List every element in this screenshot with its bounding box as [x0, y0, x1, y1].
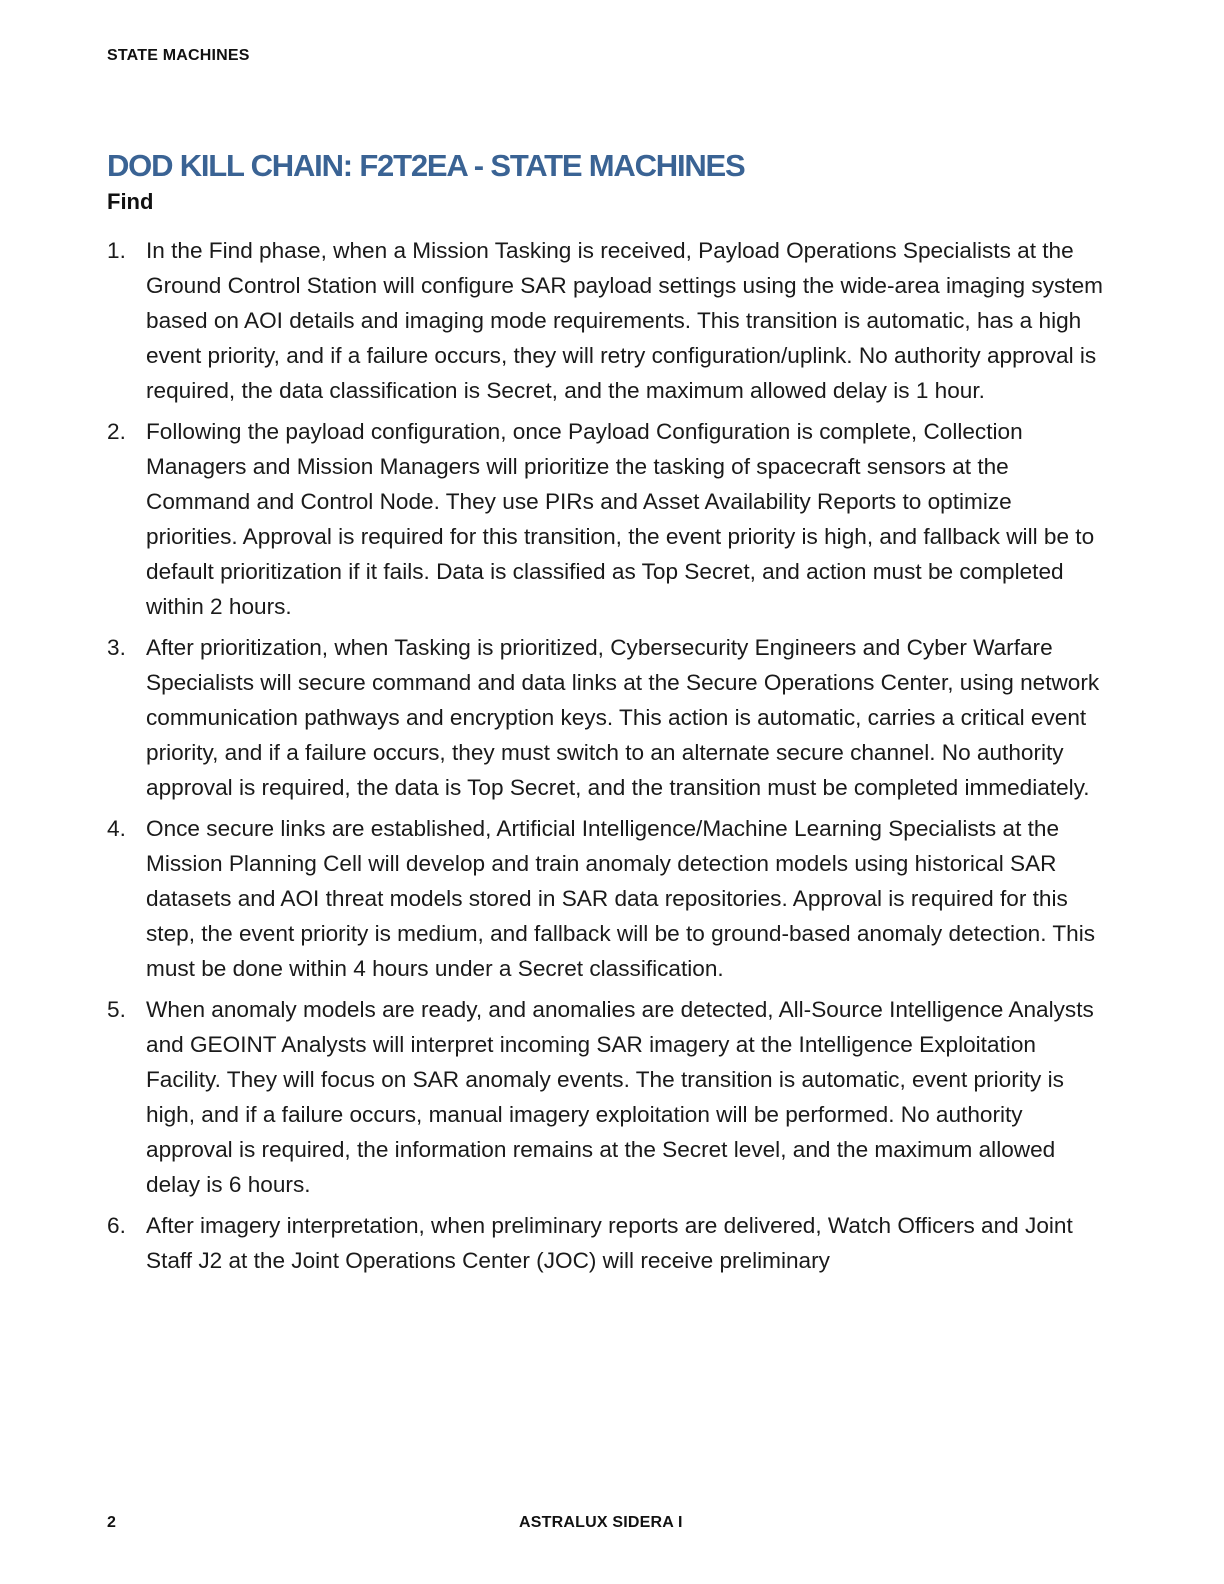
list-item-text: After imagery interpretation, when preliminary reports are delivered, Watch Officers and Joint Staff J2 at the Joint Operations Center (JOC) will receive preliminary — [146, 1213, 1073, 1273]
list-item-number: 2. — [107, 419, 126, 444]
list-item-number: 3. — [107, 635, 126, 660]
step-list — [107, 233, 1107, 1284]
list-item-number: 5. — [107, 997, 126, 1022]
footer-page-number: 2 — [107, 1514, 116, 1531]
list-item — [107, 811, 1107, 986]
list-item-text: When anomaly models are ready, and anomalies are detected, All-Source Intelligence Analysts and GEOINT Analysts will interpret incoming SAR imagery at the Intelligence Exploitation Facility. They will focus on SAR anomaly events. The transition is automatic, event priority is high, and if a failure occurs, manual imagery exploitation will be performed. No authority approval is required, the information remains at the Secret level, and the maximum allowed delay is 6 hours. — [146, 997, 1094, 1197]
list-item — [107, 1208, 1107, 1278]
list-item — [107, 233, 1107, 408]
list-item-text: After prioritization, when Tasking is prioritized, Cybersecurity Engineers and Cyber Warfare Specialists will secure command and data links at the Secure Operations Center, using network communication pathways and encryption keys. This action is automatic, carries a critical event priority, and if a failure occurs, they must switch to an alternate secure channel. No authority approval is required, the data is Top Secret, and the transition must be completed immediately. — [146, 635, 1100, 800]
list-item — [107, 992, 1107, 1202]
footer-brand: ASTRALUX SIDERA I — [519, 1514, 683, 1531]
list-item-number: 6. — [107, 1213, 126, 1238]
list-item-number: 1. — [107, 238, 126, 263]
list-item-text: In the Find phase, when a Mission Tasking is received, Payload Operations Specialists at the Ground Control Station will configure SAR payload settings using the wide-area imaging system based on AOI details and imaging mode requirements. This transition is automatic, has a high event priority, and if a failure occurs, they will retry configuration/uplink. No authority approval is required, the data classification is Secret, and the maximum allowed delay is 1 hour. — [146, 238, 1103, 403]
list-item-text: Once secure links are established, Artificial Intelligence/Machine Learning Specialists at the Mission Planning Cell will develop and train anomaly detection models using historical SAR datasets and AOI threat models stored in SAR data repositories. Approval is required for this step, the event priority is medium, and fallback will be to ground-based anomaly detection. This must be done within 4 hours under a Secret classification. — [146, 816, 1096, 981]
list-item — [107, 414, 1107, 624]
section-heading: Find — [107, 189, 154, 214]
running-header: STATE MACHINES — [107, 47, 250, 64]
list-item — [107, 630, 1107, 805]
list-item-text: Following the payload configuration, once Payload Configuration is complete, Collection Managers and Mission Managers will prioritize the tasking of spacecraft sensors at the Command and Control Node. They use PIRs and Asset Availability Reports to optimize priorities. Approval is required for this transition, the event priority is high, and fallback will be to default prioritization if it fails. Data is classified as Top Secret, and action must be completed within 2 hours. — [146, 419, 1095, 619]
page-title: DOD KILL CHAIN: F2T2EA - STATE MACHINES — [107, 148, 745, 183]
list-item-number: 4. — [107, 816, 126, 841]
